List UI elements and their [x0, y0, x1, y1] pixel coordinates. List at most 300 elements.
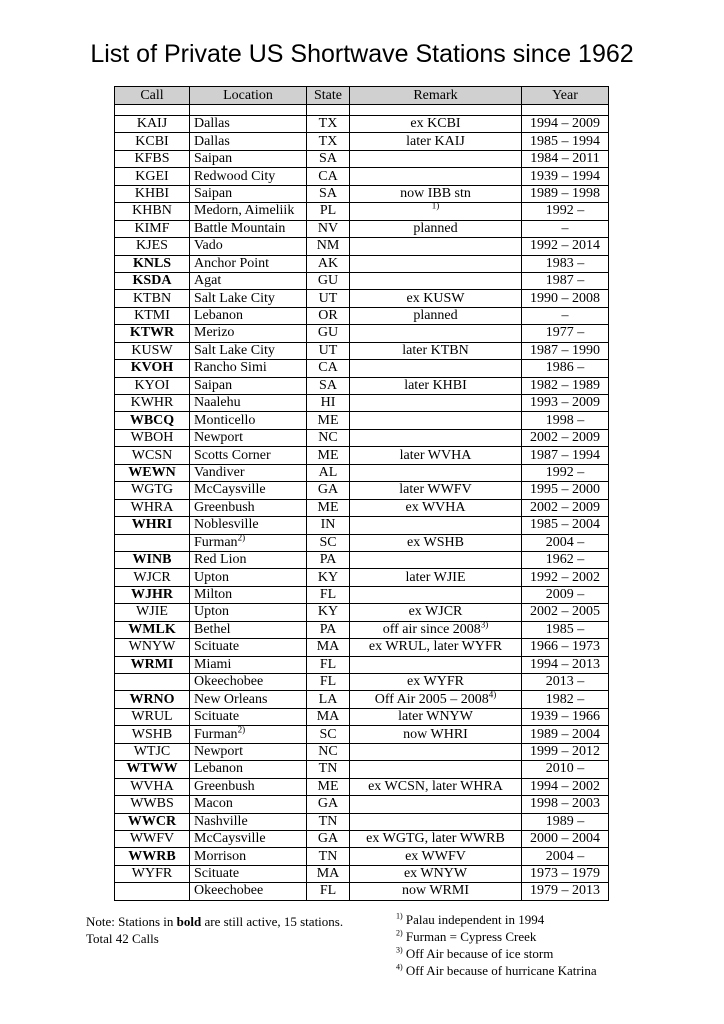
cell-year	[522, 708, 609, 725]
table-row	[115, 761, 609, 778]
footnote-mark: 3)	[396, 945, 403, 955]
cell-call-text: WWBS	[130, 796, 174, 812]
cell-call-text: KYOI	[134, 377, 170, 393]
cell-location-text: Saipan	[194, 377, 233, 393]
table-row	[115, 830, 609, 847]
cell-year-text: 1994 – 2013	[530, 656, 600, 672]
cell-state	[307, 586, 350, 603]
cell-location	[190, 482, 307, 499]
cell-year-text: 2009 –	[545, 587, 585, 603]
cell-year-text: 1992 – 2014	[530, 238, 600, 254]
cell-remark	[350, 290, 522, 307]
cell-call	[115, 185, 190, 202]
cell-location	[190, 691, 307, 708]
cell-remark	[350, 185, 522, 202]
cell-state-text: GA	[317, 831, 339, 847]
cell-year-text: 2013 –	[545, 674, 585, 690]
cell-call	[115, 238, 190, 255]
cell-call	[115, 133, 190, 150]
cell-state	[307, 203, 350, 220]
cell-year-text: 1984 – 2011	[530, 151, 600, 167]
cell-state-text: PA	[319, 552, 337, 568]
cell-year-text: 1979 – 2013	[530, 883, 600, 899]
cell-state-text: NV	[317, 220, 339, 236]
header-location: Location	[190, 87, 307, 105]
cell-remark	[350, 621, 522, 638]
cell-remark-text: planned	[413, 308, 458, 324]
cell-call	[115, 796, 190, 813]
cell-year-text: 1987 – 1994	[530, 447, 600, 463]
cell-year	[522, 830, 609, 847]
cell-call-text: WWCR	[127, 813, 177, 829]
table-row	[115, 796, 609, 813]
cell-year-text: 1982 – 1989	[530, 377, 600, 393]
cell-call	[115, 813, 190, 830]
table-row	[115, 726, 609, 743]
cell-state	[307, 848, 350, 865]
cell-remark	[350, 517, 522, 534]
cell-call	[115, 551, 190, 568]
cell-call	[115, 865, 190, 882]
cell-remark	[350, 377, 522, 394]
table-row	[115, 255, 609, 272]
cell-year	[522, 848, 609, 865]
cell-state	[307, 238, 350, 255]
cell-remark-text: planned	[413, 220, 458, 236]
cell-year	[522, 674, 609, 691]
cell-call-text: WWFV	[129, 831, 175, 847]
cell-location-text: Upton	[194, 604, 229, 620]
cell-state	[307, 168, 350, 185]
cell-state-text: GA	[317, 796, 339, 812]
cell-location-text: Scituate	[194, 639, 240, 655]
cell-location-text: Battle Mountain	[194, 220, 286, 236]
cell-location	[190, 604, 307, 621]
cell-year-text: –	[561, 308, 569, 324]
cell-call	[115, 639, 190, 656]
cell-location	[190, 307, 307, 324]
cell-year	[522, 517, 609, 534]
cell-state	[307, 726, 350, 743]
table-row	[115, 499, 609, 516]
cell-remark	[350, 307, 522, 324]
table-row	[115, 848, 609, 865]
cell-remark	[350, 708, 522, 725]
cell-year	[522, 290, 609, 307]
cell-location	[190, 778, 307, 795]
cell-location	[190, 377, 307, 394]
cell-state	[307, 883, 350, 900]
cell-location	[190, 813, 307, 830]
cell-remark	[350, 639, 522, 656]
cell-state	[307, 796, 350, 813]
footnote-item	[396, 945, 597, 962]
cell-state	[307, 604, 350, 621]
header-remark: Remark	[350, 87, 522, 105]
cell-year	[522, 464, 609, 481]
cell-remark	[350, 325, 522, 342]
footnote-ref: 1)	[431, 202, 440, 211]
cell-remark	[350, 447, 522, 464]
cell-call-text: WTWW	[126, 761, 178, 777]
header-state: State	[307, 87, 350, 105]
cell-location-text: Greenbush	[194, 778, 255, 794]
cell-location	[190, 133, 307, 150]
footnote-item	[396, 928, 597, 945]
cell-remark	[350, 360, 522, 377]
cell-location-text: Milton	[194, 587, 233, 603]
cell-remark	[350, 691, 522, 708]
cell-location	[190, 342, 307, 359]
footnote-text: Furman = Cypress Creek	[402, 929, 537, 944]
cell-location	[190, 569, 307, 586]
table-header-row	[115, 87, 609, 105]
cell-year-text: 1990 – 2008	[530, 290, 600, 306]
cell-call	[115, 848, 190, 865]
cell-call	[115, 429, 190, 446]
cell-remark	[350, 726, 522, 743]
cell-location	[190, 499, 307, 516]
cell-call-text: KIMF	[134, 220, 170, 236]
cell-call-text: KHBI	[134, 185, 170, 201]
table-row	[115, 272, 609, 289]
table-row	[115, 482, 609, 499]
footnotes-section	[396, 911, 597, 979]
cell-state	[307, 499, 350, 516]
cell-state-text: NC	[318, 430, 338, 446]
cell-call	[115, 621, 190, 638]
cell-year-text: 1995 – 2000	[530, 482, 600, 498]
cell-year	[522, 395, 609, 412]
cell-remark-text: later KTBN	[402, 342, 469, 358]
cell-location-text: Upton	[194, 569, 229, 585]
cell-year-text: 1999 – 2012	[530, 743, 600, 759]
cell-remark-text: Off Air 2005 – 2008	[374, 691, 489, 707]
footnote-ref: 3)	[480, 621, 489, 630]
cell-year	[522, 743, 609, 760]
cell-call	[115, 883, 190, 900]
cell-call-text: KUSW	[131, 342, 173, 358]
table-row	[115, 708, 609, 725]
cell-state-text: FL	[319, 883, 337, 899]
table-row	[115, 168, 609, 185]
cell-call-text: KVOH	[130, 360, 174, 376]
cell-location	[190, 185, 307, 202]
cell-call	[115, 342, 190, 359]
cell-call-text: WINB	[132, 552, 172, 568]
cell-remark	[350, 604, 522, 621]
cell-year	[522, 621, 609, 638]
cell-year-text: 1985 – 1994	[530, 133, 600, 149]
table-row	[115, 586, 609, 603]
cell-remark	[350, 778, 522, 795]
cell-state-text: PA	[319, 621, 337, 637]
cell-location-text: Red Lion	[194, 552, 247, 568]
cell-state	[307, 377, 350, 394]
cell-state	[307, 865, 350, 882]
footnote-ref: 4)	[488, 690, 497, 699]
cell-call-text: WRNO	[129, 691, 175, 707]
cell-call	[115, 534, 190, 551]
cell-remark-text: ex WVHA	[405, 499, 466, 515]
cell-call	[115, 656, 190, 673]
cell-call-text: KWHR	[130, 395, 174, 411]
cell-remark-text: now WRMI	[401, 883, 470, 899]
cell-year	[522, 639, 609, 656]
cell-state-text: KY	[317, 604, 339, 620]
cell-year	[522, 499, 609, 516]
cell-year-text: 1998 –	[545, 412, 585, 428]
cell-call	[115, 203, 190, 220]
cell-location-text: Vado	[194, 238, 223, 254]
cell-year	[522, 133, 609, 150]
cell-call	[115, 708, 190, 725]
cell-year	[522, 691, 609, 708]
cell-call-text: KTWR	[129, 325, 175, 341]
cell-year-text: 1985 – 2004	[530, 517, 600, 533]
cell-state-text: GA	[317, 482, 339, 498]
table-row	[115, 360, 609, 377]
cell-location	[190, 325, 307, 342]
footnote-mark: 2)	[396, 928, 403, 938]
cell-call	[115, 569, 190, 586]
cell-state	[307, 116, 350, 133]
cell-year-text: 1994 – 2009	[530, 116, 600, 132]
cell-year-text: 1987 –	[545, 273, 585, 289]
cell-location	[190, 255, 307, 272]
cell-remark	[350, 883, 522, 900]
cell-year	[522, 534, 609, 551]
cell-year-text: 2002 – 2009	[530, 430, 600, 446]
table-row	[115, 691, 609, 708]
footnote-ref: 2)	[237, 725, 246, 734]
cell-location	[190, 586, 307, 603]
cell-year	[522, 482, 609, 499]
cell-call	[115, 726, 190, 743]
cell-year-text: 1989 – 2004	[530, 726, 600, 742]
cell-location	[190, 796, 307, 813]
cell-state	[307, 551, 350, 568]
cell-state-text: HI	[320, 395, 336, 411]
cell-state-text: GU	[317, 325, 339, 341]
table-row	[115, 604, 609, 621]
cell-remark-text: later WJIE	[405, 569, 466, 585]
cell-state-text: NC	[318, 743, 338, 759]
table-row	[115, 412, 609, 429]
cell-state-text: SA	[319, 151, 337, 167]
cell-location-text: Okeechobee	[194, 883, 264, 899]
cell-call-text: WNYW	[128, 639, 176, 655]
cell-remark-text: ex KCBI	[410, 116, 461, 132]
table-row	[115, 656, 609, 673]
cell-call-text: WHRI	[131, 517, 173, 533]
cell-state	[307, 639, 350, 656]
cell-location	[190, 220, 307, 237]
cell-remark	[350, 342, 522, 359]
cell-year-text: 1966 – 1973	[530, 639, 600, 655]
cell-location-text: Noblesville	[194, 517, 259, 533]
cell-year	[522, 168, 609, 185]
cell-call	[115, 586, 190, 603]
cell-call	[115, 272, 190, 289]
cell-location	[190, 743, 307, 760]
cell-call-text: KSDA	[132, 273, 172, 289]
cell-location-text: Rancho Simi	[194, 360, 267, 376]
footnote-ref: 2)	[237, 534, 246, 543]
cell-location-text: Furman	[194, 534, 238, 550]
cell-call-text: KCBI	[135, 133, 169, 149]
cell-state	[307, 395, 350, 412]
cell-state-text: TN	[318, 848, 338, 864]
cell-year	[522, 272, 609, 289]
cell-location-text: Merizo	[194, 325, 235, 341]
header-year: Year	[522, 87, 609, 105]
cell-state-text: AK	[317, 255, 339, 271]
table-row	[115, 674, 609, 691]
cell-state	[307, 621, 350, 638]
cell-call-text: KFBS	[134, 151, 170, 167]
cell-year	[522, 447, 609, 464]
cell-state	[307, 447, 350, 464]
cell-call	[115, 150, 190, 167]
cell-year	[522, 150, 609, 167]
table-row	[115, 133, 609, 150]
cell-state-text: UT	[318, 290, 338, 306]
cell-remark-text: ex WNYW	[403, 866, 468, 882]
cell-state	[307, 517, 350, 534]
cell-location-text: Anchor Point	[194, 255, 270, 271]
cell-remark	[350, 830, 522, 847]
cell-year	[522, 429, 609, 446]
cell-year	[522, 813, 609, 830]
cell-call-text: KAIJ	[136, 116, 168, 132]
cell-call	[115, 255, 190, 272]
cell-call-text: WMLK	[128, 621, 176, 637]
header-call: Call	[115, 87, 190, 105]
note-line-active	[86, 913, 343, 930]
cell-remark	[350, 168, 522, 185]
cell-year	[522, 238, 609, 255]
table-row	[115, 534, 609, 551]
cell-year	[522, 116, 609, 133]
note-line-total: Total 42 Calls	[86, 931, 159, 946]
cell-state-text: TN	[318, 761, 338, 777]
cell-location-text: McCaysville	[194, 482, 266, 498]
cell-state	[307, 342, 350, 359]
cell-year-text: 2000 – 2004	[530, 831, 600, 847]
cell-year	[522, 203, 609, 220]
cell-remark	[350, 203, 522, 220]
cell-call-text: KGEI	[135, 168, 169, 184]
cell-location	[190, 848, 307, 865]
cell-location-text: Newport	[194, 430, 243, 446]
footnote-text: Off Air because of ice storm	[402, 946, 554, 961]
cell-call	[115, 412, 190, 429]
cell-state	[307, 255, 350, 272]
cell-location	[190, 412, 307, 429]
cell-call	[115, 395, 190, 412]
footnote-mark: 4)	[396, 962, 403, 972]
cell-state	[307, 220, 350, 237]
cell-location	[190, 116, 307, 133]
cell-state-text: MA	[316, 866, 340, 882]
cell-location-text: Dallas	[194, 116, 230, 132]
cell-call	[115, 482, 190, 499]
cell-location	[190, 464, 307, 481]
cell-remark-text: ex WGTG, later WWRB	[366, 831, 505, 847]
cell-year-text: 1992 –	[545, 203, 585, 219]
cell-remark	[350, 412, 522, 429]
cell-year-text: 1977 –	[545, 325, 585, 341]
footnote-text: Off Air because of hurricane Katrina	[402, 963, 597, 978]
cell-state	[307, 290, 350, 307]
cell-call-text: KHBN	[132, 203, 172, 219]
cell-remark-text: ex WRUL, later WYFR	[368, 639, 503, 655]
cell-state	[307, 150, 350, 167]
cell-state-text: LA	[318, 691, 338, 707]
cell-remark	[350, 499, 522, 516]
cell-remark-text: ex WJCR	[408, 604, 463, 620]
cell-state-text: GU	[317, 273, 339, 289]
cell-state-text: KY	[317, 569, 339, 585]
cell-year	[522, 412, 609, 429]
cell-year	[522, 342, 609, 359]
cell-location	[190, 534, 307, 551]
cell-remark	[350, 395, 522, 412]
cell-year-text: 1939 – 1966	[530, 709, 600, 725]
cell-year-text: 1998 – 2003	[530, 796, 600, 812]
cell-state-text: MA	[316, 639, 340, 655]
cell-call	[115, 761, 190, 778]
cell-location-text: Saipan	[194, 185, 233, 201]
cell-location-text: Medorn, Aimeliik	[194, 203, 295, 219]
cell-location	[190, 447, 307, 464]
cell-call-text: KJES	[136, 238, 168, 254]
cell-location	[190, 150, 307, 167]
cell-state-text: ME	[317, 499, 339, 515]
cell-location-text: Lebanon	[194, 308, 243, 324]
cell-location-text: Scotts Corner	[194, 447, 271, 463]
cell-year-text: 1987 – 1990	[530, 342, 600, 358]
cell-state-text: CA	[318, 360, 338, 376]
cell-state-text: TX	[318, 116, 338, 132]
cell-location-text: Salt Lake City	[194, 342, 275, 358]
cell-year	[522, 656, 609, 673]
cell-state	[307, 412, 350, 429]
cell-call	[115, 447, 190, 464]
cell-state	[307, 761, 350, 778]
cell-location	[190, 708, 307, 725]
cell-state-text: OR	[318, 308, 338, 324]
cell-year	[522, 325, 609, 342]
cell-location-text: Dallas	[194, 133, 230, 149]
cell-location-text: Newport	[194, 743, 243, 759]
cell-call-text: WJCR	[133, 569, 171, 585]
cell-state	[307, 133, 350, 150]
cell-year	[522, 883, 609, 900]
cell-call-text: WCSN	[131, 447, 173, 463]
cell-remark-text: later WWFV	[399, 482, 472, 498]
cell-call-text: WTJC	[133, 743, 171, 759]
cell-location-text: Miami	[194, 656, 232, 672]
cell-remark-text: later WNYW	[398, 709, 473, 725]
table-row	[115, 203, 609, 220]
cell-remark-text: now IBB stn	[400, 185, 471, 201]
table-row	[115, 395, 609, 412]
cell-remark	[350, 569, 522, 586]
cell-location	[190, 656, 307, 673]
cell-remark	[350, 796, 522, 813]
